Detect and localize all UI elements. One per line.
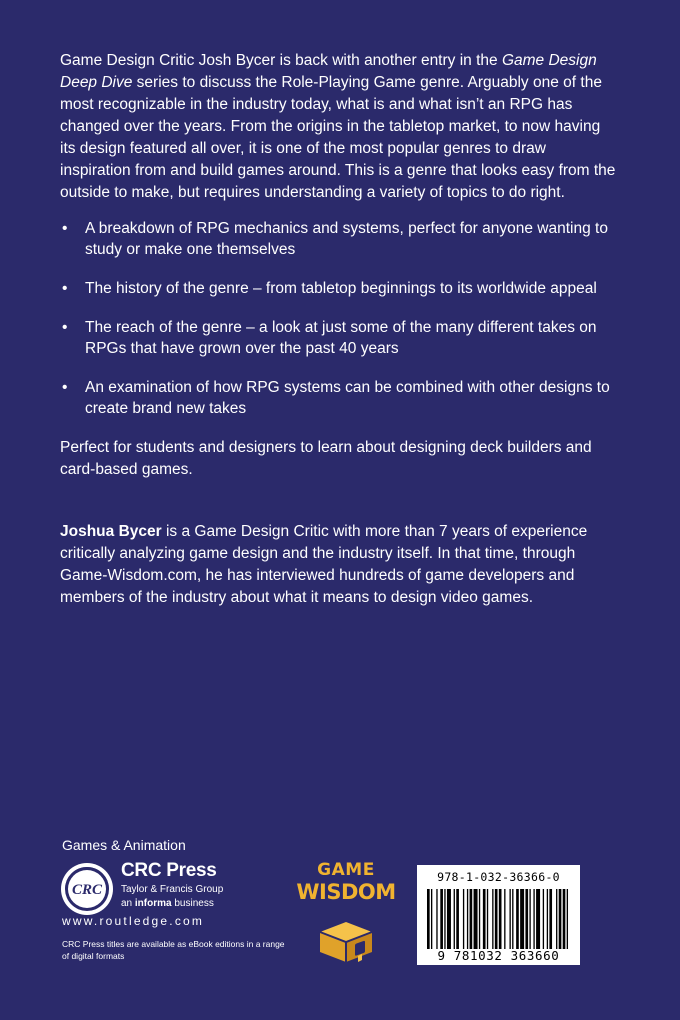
author-name: Joshua Bycer (60, 523, 162, 540)
series-title: Game Design Deep Dive (60, 52, 597, 91)
intro-text-part2: series to discuss the Role-Playing Game genre. Arguably one of the most recognizable in the industry today, what is and what isn’t an RPG has changed over the years. From the origins in the tabletop market, to now having its design featured all over, it is one of the most popular genres to draw inspiration from and build games around. This is a genre that looks easy from the outside to make, but requires understanding a variety of topics to do right. (60, 74, 616, 201)
list-item (60, 218, 620, 260)
business-brand: informa (134, 898, 172, 909)
bullet-icon: • (62, 319, 68, 336)
list-item-text: The history of the genre – from tabletop beginnings to its worldwide appeal (85, 280, 597, 297)
list-item (60, 278, 620, 299)
crc-logo-icon (60, 862, 114, 916)
feature-list (60, 218, 620, 419)
category-label: Games & Animation (62, 837, 186, 853)
cover-footer (0, 830, 680, 1020)
list-item-text: The reach of the genre – a look at just some of the many different takes on RPGs that have grown over the past 40 years (85, 319, 597, 357)
game-wisdom-logo (296, 860, 396, 970)
list-item (60, 317, 620, 359)
game-wisdom-logo-line2: WISDOM (296, 880, 396, 904)
author-bio (60, 521, 620, 609)
list-item (60, 377, 620, 419)
crc-logo-text: CRC (71, 882, 103, 898)
publisher-name: CRC Press (121, 860, 217, 881)
isbn-text-bottom: 9 781032 363660 (437, 948, 560, 963)
business-prefix: an (121, 898, 135, 909)
bullet-icon: • (62, 379, 68, 396)
back-cover-text (60, 50, 620, 609)
list-item-text: A breakdown of RPG mechanics and systems, perfect for anyone wanting to study or make one themselves (85, 220, 608, 258)
bullet-icon: • (62, 280, 68, 297)
ebook-note: CRC Press titles are available as eBook editions in a range of digital formats (62, 939, 285, 961)
publisher-business (121, 898, 214, 909)
author-bio-text: is a Game Design Critic with more than 7 years of experience critically analyzing game design and the industry itself. In that time, through Game-Wisdom.com, he has interviewed hundreds of game developers and members of the industry about what it means to design video games. (60, 523, 588, 606)
list-item-text: An examination of how RPG systems can be combined with other designs to create brand new takes (85, 379, 610, 417)
publisher-group: Taylor & Francis Group (121, 884, 224, 895)
closing-paragraph: Perfect for students and designers to learn about designing deck builders and card-based games. (60, 439, 592, 478)
barcode-bars (427, 889, 572, 949)
isbn-text-top: 978-1-032-36366-0 (437, 870, 560, 884)
isbn-barcode (417, 865, 580, 965)
bullet-icon: • (62, 220, 68, 237)
intro-text-part1: Game Design Critic Josh Bycer is back with another entry in the (60, 52, 502, 69)
treasure-chest-icon (314, 916, 378, 966)
business-suffix: business (171, 898, 214, 909)
game-wisdom-logo-line1: GAME (317, 860, 375, 880)
intro-paragraph (60, 50, 620, 204)
publisher-url: www.routledge.com (62, 914, 205, 928)
